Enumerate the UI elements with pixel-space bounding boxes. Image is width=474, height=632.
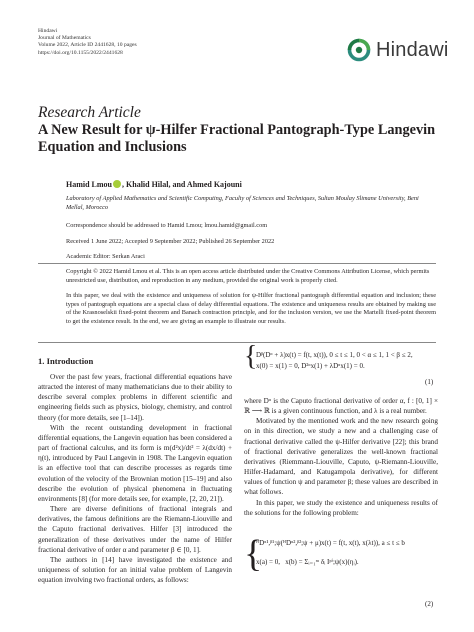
equation-line: x(0) = x(1) = 0, D²ᵅx(1) + λDᵅx(1) = 0.: [256, 362, 365, 370]
paragraph: Over the past few years, fractional differential equations have attracted the interest of many mathematicians due to their ability to describe several complex problems in different scientific and engineering fields such as physics, biology, chemistry, and control theory (for more details, see [1–14]).: [38, 373, 232, 422]
equation-1: [256, 350, 413, 372]
divider: [38, 342, 436, 343]
hindawi-logo: [347, 38, 449, 62]
equation-number: (1): [425, 378, 434, 386]
paragraph: There are diverse definitions of fractional integrals and derivatives, the famous definitions are the Riemann-Liouville and the Caputo fractional derivatives. Hilfer [3] introduced the generalization of these derivatives under the name of Hilfer fractional derivative of order α and parameter β ∈ [0, 1].: [38, 505, 232, 554]
journal-name: Journal of Mathematics: [38, 35, 91, 42]
paragraph: where Dᵅ is the Caputo fractional derivative of order α, f : [0, 1] × ℝ ⟶ ℝ is a given continuous function, and λ is a real number.: [244, 397, 438, 416]
correspondence: Correspondence should be addressed to Hamid Lmou; lmou.hamid@gmail.com: [66, 222, 268, 229]
academic-editor: Academic Editor: Serkan Araci: [66, 253, 145, 260]
divider: [38, 263, 436, 264]
left-column: [38, 372, 232, 585]
author-name[interactable]: Hamid Lmou: [66, 180, 113, 189]
co-authors: , Khalid Hilal, and Ahmed Kajouni: [122, 180, 242, 189]
article-title: A New Result for ψ-Hilfer Fractional Pantograph-Type Langevin Equation and Inclusions: [38, 122, 436, 155]
doi-link[interactable]: https://doi.org/10.1155/2022/2441628: [38, 49, 123, 56]
journal-header: [38, 28, 137, 57]
equation-brace: {: [244, 533, 263, 575]
paragraph: With the recent outstanding development in fractional differential equations, the Langevin equation has been considered a part of fractional calculus, and its form is m(d²x)/dt² = λ(dx/dt) + η(t), introduced by Paul Langevin in 1908. The Langevin equation is an effective tool that can describe processes as regards time evolution of the velocity of the Brownian motion [15–19] and also describe the evolution of physical phenomena in fluctuating environments [8] (for more details see, for example, [2, 20, 21]).: [38, 423, 232, 503]
equation-part: x(a) = 0,: [256, 558, 280, 566]
article-type: Research Article: [38, 104, 141, 121]
volume-info: Volume 2022, Article ID 2441628, 10 pages: [38, 42, 137, 49]
abstract: In this paper, we deal with the existence and uniqueness of solution for ψ-Hilfer fractional pantograph differential equation and inclusion; these types of pantograph equations are a special class of delay differential equations. The existence and uniqueness results are obtained by making use of the Krasnoselskii fixed-point theorem and Banach contraction principle, and for the inclusion version, we use the Martelli fixed-point theorem to get the existence result. In the end, we are giving an example to illustrate our results.: [66, 292, 436, 325]
publication-dates: Received 1 June 2022; Accepted 9 September 2022; Published 26 September 2022: [66, 238, 275, 245]
section-heading: 1. Introduction: [38, 356, 94, 366]
equation-line: ᴴDᵅ¹,ᵝ¹;ψ(ᴴDᵅ²,ᵝ²;ψ + μ)x(t) = f(t, x(t), x(λt)), a ≤ t ≤ b: [256, 539, 405, 547]
equation-number: (2): [425, 600, 434, 608]
hindawi-wordmark: Hindawi: [376, 38, 449, 61]
equation-brace: {: [244, 341, 258, 372]
equation-part: x(b) = Σᵢ₌₁ᵐ δᵢ Iᵖⁱ;ψ(x)(ηᵢ).: [285, 558, 359, 566]
equation-line: [256, 557, 405, 568]
orcid-icon[interactable]: [113, 180, 121, 188]
author-list: [66, 180, 242, 189]
equation-line: Dᵝ(Dᵅ + λ)x(t) = f(t, x(t)), 0 ≤ t ≤ 1, 0 < α ≤ 1, 1 < β ≤ 2,: [256, 351, 413, 359]
right-column: [244, 396, 438, 518]
paragraph: The authors in [14] have investigated the existence and uniqueness of solution for an initial value problem of Langevin equation involving two fractional orders, as follows:: [38, 555, 232, 585]
equation-2: [256, 538, 405, 568]
publisher-name: Hindawi: [38, 28, 58, 34]
copyright-notice: Copyright © 2022 Hamid Lmou et al. This is an open access article distributed under the Creative Commons Attribution License, which permits unrestricted use, distribution, and reproduction in any medium, provided the original work is properly cited.: [66, 268, 430, 284]
paragraph: In this paper, we study the existence and uniqueness results of the solutions for the following problem:: [244, 498, 438, 517]
affiliation: Laboratory of Applied Mathematics and Scientific Computing, Faculty of Sciences and Techniques, Sultan Moulay Slimane University, Beni Mellal, Morocco: [66, 195, 419, 211]
hindawi-ring-icon: [347, 38, 371, 62]
paragraph: Motivated by the mentioned work and the new research going on in this direction, we study a new and a challenging case of fractional derivative called the ψ-Hilfer derivative [22]; this brand of fractional derivative generalizes the well-known fractional derivatives (Riemmann-Liouville, Caputo, ψ-Riemann-Liouville, Hilfer-Hadamard, and Katugampola derivative), for different values of function ψ and parameter β; these values are described in what follows.: [244, 417, 438, 497]
